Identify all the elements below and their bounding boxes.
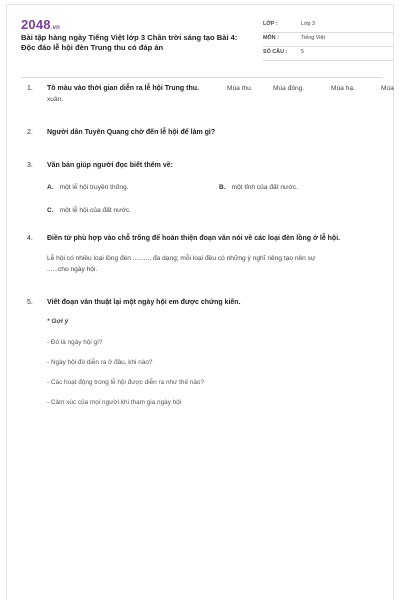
meta-row-grade xyxy=(263,19,393,33)
logo-main: 2048 xyxy=(21,17,51,32)
option-c[interactable] xyxy=(47,207,131,214)
option-text: một tỉnh của đất nước. xyxy=(231,184,298,191)
option-autumn[interactable]: Mùa thu. xyxy=(227,85,253,92)
meta-value: Lớp 3 xyxy=(301,21,316,27)
question-text: Viết đoạn văn thuật lại một ngày hội em được chứng kiến. xyxy=(47,299,241,306)
option-summer[interactable]: Mùa hạ. xyxy=(331,85,355,92)
question-text: Tô màu vào thời gian diễn ra lễ hội Trung thu. xyxy=(47,85,199,92)
header-divider xyxy=(21,77,383,78)
worksheet-title: Bài tập hàng ngày Tiếng Việt lớp 3 Chân trời sáng tạo Bài 4: Độc đáo lễ hội đèn Trung thu có đáp án xyxy=(21,33,238,52)
meta-label: SỐ CÂU : xyxy=(263,49,288,55)
question-number: 2. xyxy=(27,129,33,136)
meta-info xyxy=(263,19,393,61)
fill-in-paragraph[interactable] xyxy=(47,253,387,275)
question-number: 3. xyxy=(27,162,33,169)
question-number: 5. xyxy=(27,299,33,306)
question-number: 1. xyxy=(27,85,33,92)
hint-item: - Cảm xúc của mọi người khi tham gia ngày hội xyxy=(47,399,182,406)
worksheet-page xyxy=(6,4,394,600)
option-text: một lễ hội của đất nước. xyxy=(59,207,132,214)
hint-item: - Các hoạt động trong lễ hội được diễn ra như thế nào? xyxy=(47,379,204,386)
option-letter: A. xyxy=(47,184,54,191)
option-winter[interactable]: Mùa đông. xyxy=(273,85,305,92)
option-b[interactable] xyxy=(219,184,298,191)
meta-row-count xyxy=(263,47,393,61)
option-letter: C. xyxy=(47,207,54,214)
meta-row-subject xyxy=(263,33,393,47)
logo-tld: .vn xyxy=(50,25,61,31)
worksheet-header xyxy=(21,17,383,69)
option-spring[interactable]: Mùa xyxy=(381,85,394,92)
meta-label: LỚP : xyxy=(263,21,278,27)
question-text: Điền từ phù hợp vào chỗ trống để hoàn thiện đoạn văn nói về các loại đèn lồng ở lễ hội. xyxy=(47,235,341,242)
meta-value: 5 xyxy=(301,49,304,55)
hint-item: - Ngày hội đó diễn ra ở đâu, khi nào? xyxy=(47,359,153,366)
question-text: Văn bản giúp người đọc biết thêm về: xyxy=(47,162,173,169)
question-text: Người dân Tuyên Quang chờ đến lễ hội để làm gì? xyxy=(47,129,216,136)
paragraph-line: ......cho ngày hội. xyxy=(47,266,98,273)
option-a[interactable] xyxy=(47,184,129,191)
hint-title: * Gợi ý xyxy=(47,318,69,325)
option-text: một lễ hội truyền thống. xyxy=(59,184,129,191)
paragraph-line: Lễ hội có nhiều loại lồng đèn ........., đa dạng; mỗi loại đều có những ý nghĩ riêng tạo nên sự xyxy=(47,255,316,262)
option-spring-wrap: xuân. xyxy=(47,96,64,103)
site-logo[interactable] xyxy=(21,17,60,32)
meta-label: MÔN : xyxy=(263,35,279,41)
question-number: 4. xyxy=(27,235,33,242)
option-letter: B. xyxy=(219,184,226,191)
meta-value: Tiếng Việt xyxy=(301,35,325,41)
hint-item: - Đó là ngày hội gì? xyxy=(47,339,103,346)
